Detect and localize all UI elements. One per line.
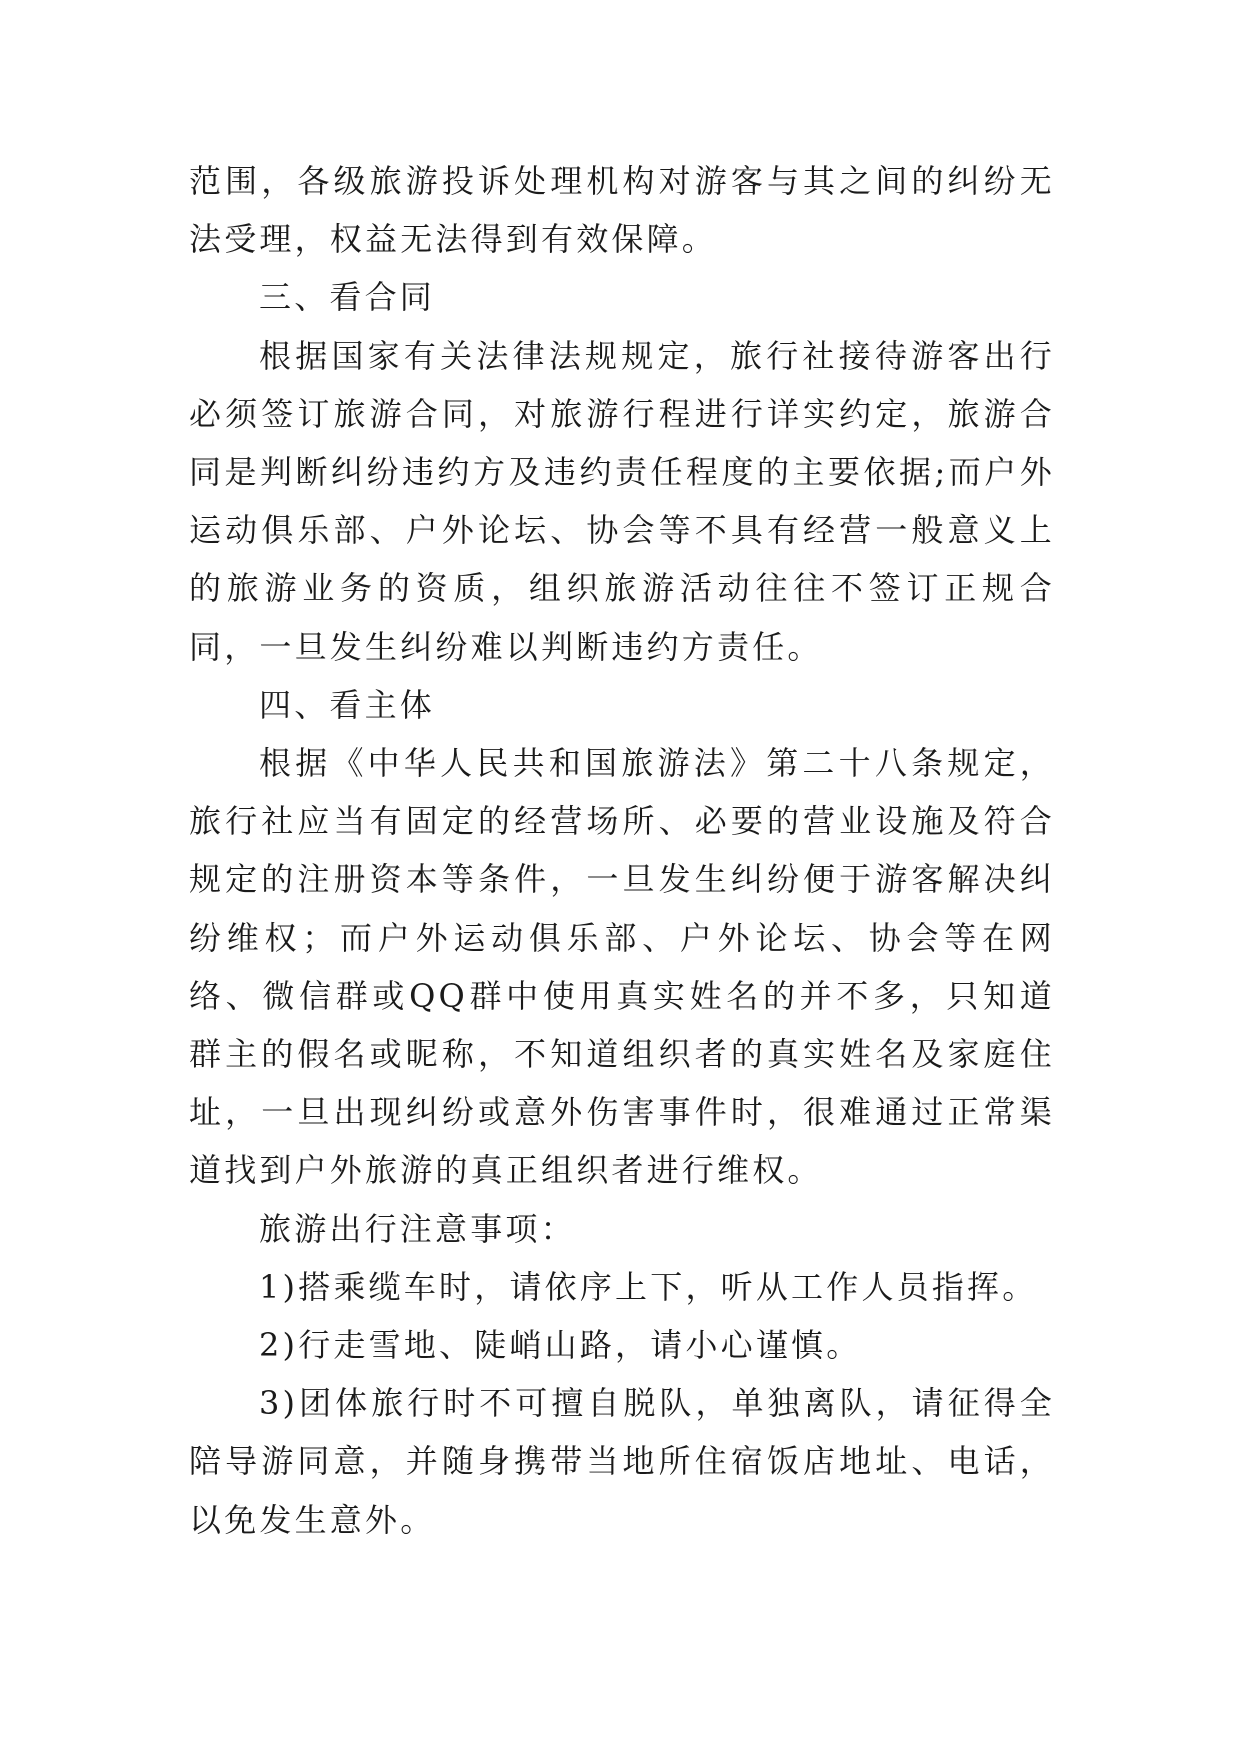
paragraph-contract: 根据国家有关法律法规规定，旅行社接待游客出行必须签订旅游合同，对旅游行程进行详实约定，旅游合同是判断纠纷违约方及违约责任程度的主要依据;而户外运动俱乐部、户外论坛、协会等不具有经营一般意义上的旅游业务的资质，组织旅游活动往往不签订正规合同，一旦发生纠纷难以判断违约方责任。	[189, 336, 1055, 666]
document-body	[189, 152, 1055, 1549]
section-heading-travel-notes: 旅游出行注意事项：	[259, 1209, 576, 1248]
list-item-cable-car: 1)搭乘缆车时，请依序上下，听从工作人员指挥。	[259, 1267, 1038, 1306]
section-heading-contract: 三、看合同	[259, 278, 436, 317]
paragraph-subject: 根据《中华人民共和国旅游法》第二十八条规定，旅行社应当有固定的经营场所、必要的营业设施及符合规定的注册资本等条件，一旦发生纠纷便于游客解决纠纷维权；而户外运动俱乐部、户外论坛、协会等在网络、微信群或QQ群中使用真实姓名的并不多，只知道群主的假名或昵称，不知道组织者的真实姓名及家庭住址，一旦出现纠纷或意外伤害事件时，很难通过正常渠道找到户外旅游的真正组织者进行维权。	[189, 744, 1055, 1190]
list-item-snow-path: 2)行走雪地、陡峭山路，请小心谨慎。	[259, 1326, 862, 1365]
section-heading-subject: 四、看主体	[259, 685, 436, 724]
list-item-group-travel: 3)团体旅行时不可擅自脱队，单独离队，请征得全陪导游同意，并随身携带当地所住宿饭店地址、电话，以免发生意外。	[189, 1384, 1055, 1539]
paragraph-continuation: 范围，各级旅游投诉处理机构对游客与其之间的纠纷无法受理，权益无法得到有效保障。	[189, 162, 1055, 259]
